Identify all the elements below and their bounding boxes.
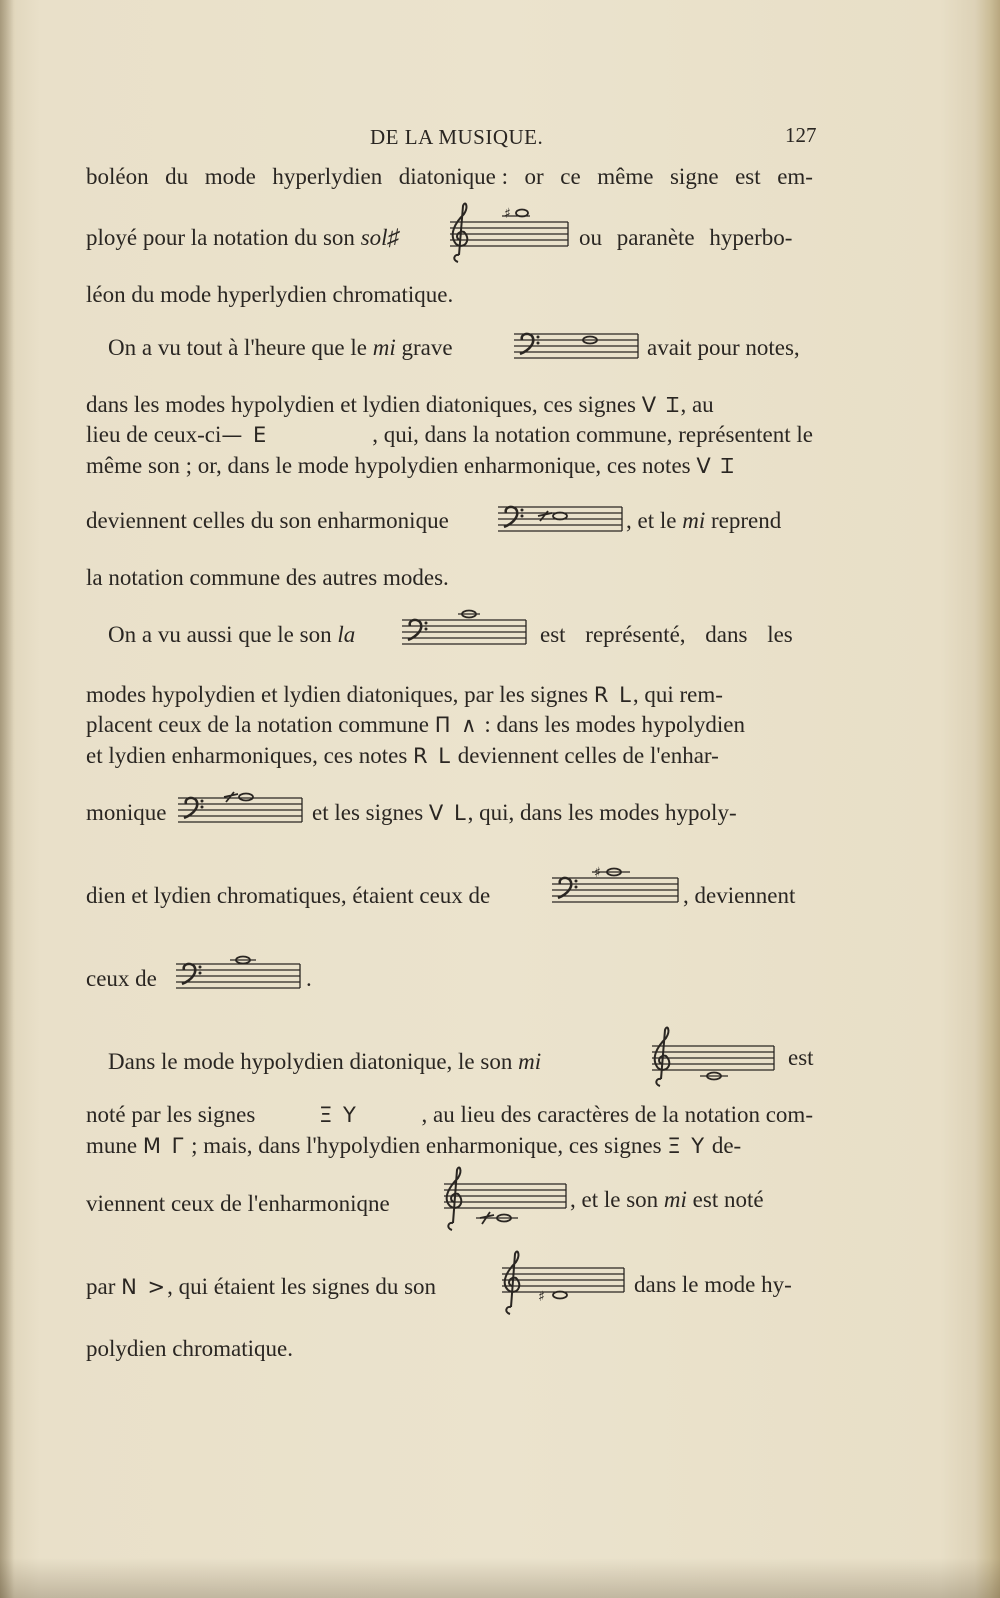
- text-line-13: [86, 741, 719, 771]
- text-run: et lydien enharmoniques, ces notes: [86, 743, 408, 768]
- word: em-: [777, 164, 813, 189]
- text-run: de-: [711, 1133, 742, 1158]
- text-run: grave: [401, 335, 453, 360]
- text-line-3: léon du mode hyperlydien chromatique.: [86, 282, 454, 307]
- greek-notation-sign: R L: [413, 744, 452, 768]
- text-line-2-end: ou paranète hyperbo-: [579, 225, 793, 250]
- text-run: , et le son: [570, 1187, 659, 1212]
- text-run: est noté: [692, 1187, 764, 1212]
- greek-notation-sign: N >: [121, 1275, 168, 1299]
- bass-staff-a-sharp-icon: [548, 865, 682, 914]
- text-run: , qui rem-: [632, 682, 723, 707]
- text-line-22: polydien chromatique.: [86, 1336, 293, 1361]
- text-run: ployé pour la notation du son: [86, 225, 355, 250]
- bass-staff-a-icon: [398, 610, 530, 656]
- page-number: 127: [785, 123, 817, 147]
- text-run: par: [86, 1274, 116, 1299]
- text-line-21-end: dans le mode hy-: [634, 1272, 792, 1297]
- page-gutter-shadow: [0, 0, 14, 1598]
- text-run: modes hypolydien et lydien diatoniques, par les signes: [86, 682, 589, 707]
- text-run: , qui étaient les signes du son: [167, 1274, 437, 1299]
- text-line-4-end: avait pour notes,: [647, 335, 800, 360]
- note-name: mi: [663, 1187, 687, 1212]
- text-line-12: [86, 710, 745, 740]
- text-run: , au lieu des caractères de la notation com-: [421, 1102, 813, 1127]
- text-run: même son ; or, dans le mode hypolydien enharmonique, ces notes: [86, 453, 691, 478]
- note-name: mi: [682, 508, 706, 533]
- text-run: : dans les modes hypolydien: [484, 712, 745, 737]
- text-line-1: [86, 162, 813, 192]
- svg-text:♯: ♯: [594, 865, 601, 881]
- text-run: et les signes: [312, 800, 424, 825]
- text-line-7: [86, 451, 735, 481]
- word: or: [524, 164, 544, 189]
- text-line-20-end: [570, 1185, 764, 1215]
- text-line-9: la notation commune des autres modes.: [86, 565, 449, 590]
- text-run: Dans le mode hypolydien diatonique, le son: [108, 1049, 513, 1074]
- text-run: On a vu aussi que le son: [108, 622, 332, 647]
- greek-notation-sign: R L: [593, 683, 633, 707]
- text-run: ; mais, dans l'hypolydien enharmonique, ces signes: [191, 1133, 662, 1158]
- treble-staff-d-sharp-icon: [494, 1254, 628, 1326]
- text-line-15-end: , deviennent: [683, 883, 796, 908]
- text-line-4: [108, 333, 453, 363]
- text-line-2: [86, 223, 399, 253]
- text-run: lieu de ceux-ci: [86, 422, 222, 447]
- text-line-11: [86, 680, 723, 710]
- bass-staff-enharmonic-a-icon: [174, 790, 306, 832]
- text-line-6: [86, 420, 813, 450]
- greek-notation-sign: — E: [221, 423, 269, 447]
- greek-notation-sign: Π ∧: [434, 713, 479, 737]
- text-run: mune: [86, 1133, 138, 1158]
- word: mode: [204, 164, 256, 189]
- text-line-10: [108, 620, 355, 650]
- text-line-21: [86, 1272, 436, 1302]
- text-line-17-end: est: [788, 1045, 814, 1070]
- word: signe: [669, 164, 719, 189]
- running-header-title: DE LA MUSIQUE.: [370, 125, 544, 149]
- text-run: , et le: [626, 508, 677, 533]
- greek-notation-sign: V Ɪ: [696, 454, 736, 478]
- note-name: sol♯: [360, 225, 400, 250]
- greek-notation-sign: Ξ Y: [667, 1134, 707, 1158]
- word: boléon: [86, 164, 149, 189]
- text-run: , qui, dans la notation commune, représentent le: [372, 422, 813, 447]
- page-bottom-shadow: [0, 1558, 1000, 1598]
- text-line-17: [108, 1047, 541, 1077]
- bass-staff-low-e-icon: [510, 328, 642, 368]
- text-run: reprend: [710, 508, 782, 533]
- treble-staff-e-icon: [644, 1026, 778, 1098]
- text-line-5: [86, 390, 714, 420]
- text-run: placent ceux de la notation commune: [86, 712, 429, 737]
- text-run: deviennent celles de l'enhar-: [457, 743, 719, 768]
- text-line-15: dien et lydien chromatiques, étaient ceux de: [86, 883, 491, 908]
- svg-text:♯: ♯: [538, 1289, 545, 1305]
- greek-notation-sign: Ξ Y: [319, 1103, 358, 1127]
- text-run: On a vu tout à l'heure que le: [108, 335, 367, 360]
- text-run: , qui, dans les modes hypoly-: [467, 800, 737, 825]
- note-name: mi: [372, 335, 396, 360]
- text-line-20: viennent ceux de l'enharmoniqne: [86, 1191, 390, 1216]
- svg-text:♯: ♯: [504, 206, 511, 222]
- word: hyperlydien: [272, 164, 383, 189]
- word: est: [735, 164, 761, 189]
- text-line-19: [86, 1131, 741, 1161]
- text-line-14: monique: [86, 800, 167, 825]
- greek-notation-sign: V Ɪ: [641, 393, 681, 417]
- text-line-10-end: est représenté, dans les: [540, 622, 793, 647]
- text-line-18: [86, 1100, 813, 1130]
- text-run: , au: [680, 392, 714, 417]
- note-name: la: [337, 622, 356, 647]
- treble-staff-enharmonic-e-icon: [436, 1172, 570, 1244]
- word: même: [597, 164, 654, 189]
- word: du: [165, 164, 189, 189]
- greek-notation-sign: V L: [428, 801, 468, 825]
- text-run: noté par les signes: [86, 1102, 256, 1127]
- text-line-14-end: [312, 798, 737, 828]
- text-line-8-end: [626, 506, 781, 536]
- text-line-8: deviennent celles du son enharmonique: [86, 508, 449, 533]
- word: ce: [560, 164, 581, 189]
- word: diatonique :: [398, 164, 508, 189]
- text-line-16: ceux de: [86, 966, 157, 991]
- bass-staff-b-icon: [172, 954, 304, 1000]
- text-line-16-end: .: [306, 966, 312, 991]
- treble-staff-g-sharp-icon: [442, 200, 572, 272]
- text-run: dans les modes hypolydien et lydien diatoniques, ces signes: [86, 392, 636, 417]
- note-name: mi: [518, 1049, 542, 1074]
- bass-staff-enharmonic-e-icon: [494, 499, 626, 543]
- greek-notation-sign: M Γ: [142, 1134, 186, 1158]
